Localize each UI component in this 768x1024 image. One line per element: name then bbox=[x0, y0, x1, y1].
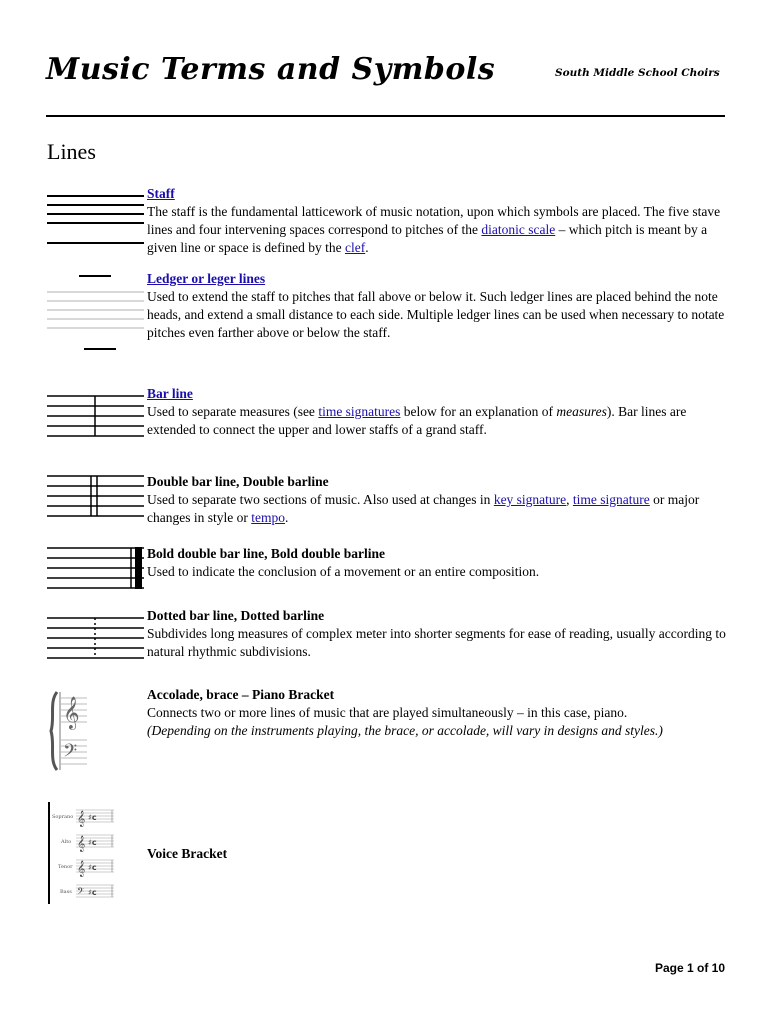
svg-text:♯c: ♯c bbox=[88, 863, 97, 872]
term-link-staff[interactable]: Staff bbox=[147, 186, 175, 201]
bold-double-bar-line-figure bbox=[47, 542, 144, 598]
term-bold-double-bar-line: Bold double bar line, Bold double barline bbox=[147, 546, 385, 561]
link-clef[interactable]: clef bbox=[344, 240, 366, 255]
term-link-bar-line[interactable]: Bar line bbox=[147, 386, 193, 401]
term-voice-bracket: Voice Bracket bbox=[147, 846, 228, 861]
link-time-signatures[interactable]: time signatures bbox=[318, 404, 401, 419]
voice-label-bass: Bass bbox=[60, 889, 72, 895]
link-tempo[interactable]: tempo bbox=[251, 510, 285, 525]
page-title: Music Terms and Symbols bbox=[46, 52, 496, 87]
ledger-lines-figure bbox=[47, 270, 144, 354]
staff-figure bbox=[47, 190, 144, 248]
desc-ledger-lines: Used to extend the staff to pitches that fall above or below it. Such ledger lines are placed behind the note heads, and extend a small distance to each side. Multiple ledger lines can be used when necessary to notate pitches even farther above or below the staff. bbox=[147, 289, 725, 340]
note-accolade: (Depending on the instruments playing, the brace, or accolade, will vary in designs and styles.) bbox=[147, 723, 663, 738]
link-diatonic-scale[interactable]: diatonic scale bbox=[481, 222, 556, 237]
svg-text:𝄞: 𝄞 bbox=[63, 696, 80, 729]
link-time-signature[interactable]: time signature bbox=[572, 492, 650, 507]
svg-text:𝄞: 𝄞 bbox=[77, 811, 86, 827]
entry-voice-bracket bbox=[147, 845, 727, 863]
entry-staff bbox=[147, 185, 727, 257]
desc-bar-line: Used to separate measures (see time signatures below for an explanation of measures). Bar lines are extended to connect the upper and lower staffs of a grand staff. bbox=[147, 404, 687, 437]
term-accolade: Accolade, brace – Piano Bracket bbox=[147, 687, 335, 702]
svg-text:♯c: ♯c bbox=[88, 813, 97, 822]
entry-ledger-lines bbox=[147, 270, 727, 342]
school-name: South Middle School Choirs bbox=[555, 67, 720, 79]
double-bar-line-figure bbox=[47, 470, 144, 526]
desc-double-bar-line: Used to separate two sections of music. Also used at changes in key signature, time signature or major changes in style or tempo. bbox=[147, 492, 700, 525]
svg-text:♯c: ♯c bbox=[88, 888, 97, 897]
svg-text:𝄞: 𝄞 bbox=[77, 861, 86, 877]
header-divider bbox=[46, 115, 725, 117]
bar-line-figure bbox=[47, 390, 144, 446]
desc-staff: The staff is the fundamental latticework of music notation, upon which symbols are placed. The five stave lines and four intervening spaces correspond to pitches of the diatonic scale – which pitch is meant by a given line or space is defined by the clef. bbox=[147, 204, 721, 255]
term-dotted-bar-line: Dotted bar line, Dotted barline bbox=[147, 608, 325, 623]
svg-text:𝄢: 𝄢 bbox=[63, 741, 78, 766]
entry-accolade bbox=[147, 686, 727, 740]
voice-label-tenor: Tenor bbox=[58, 864, 73, 870]
term-double-bar-line: Double bar line, Double barline bbox=[147, 474, 329, 489]
desc-accolade: Connects two or more lines of music that are played simultaneously – in this case, piano. bbox=[147, 705, 628, 720]
dotted-bar-line-figure bbox=[47, 612, 144, 668]
entry-bold-double-bar-line bbox=[147, 545, 727, 581]
section-title: Lines bbox=[47, 139, 96, 164]
desc-dotted-bar-line: Subdivides long measures of complex meter into shorter segments for ease of reading, usually according to natural rhythmic subdivisions. bbox=[147, 626, 726, 659]
svg-text:𝄢: 𝄢 bbox=[77, 886, 85, 899]
voice-label-soprano: Soprano bbox=[52, 814, 74, 820]
voice-label-alto: Alto bbox=[61, 839, 72, 845]
entry-double-bar-line bbox=[147, 473, 727, 527]
piano-brace-figure bbox=[47, 688, 87, 774]
entry-dotted-bar-line bbox=[147, 607, 727, 661]
voice-bracket-figure bbox=[48, 802, 114, 904]
page-number: Page 1 of 10 bbox=[655, 961, 726, 975]
desc-bold-double-bar-line: Used to indicate the conclusion of a movement or an entire composition. bbox=[147, 564, 540, 579]
entry-bar-line bbox=[147, 385, 727, 439]
link-key-signature[interactable]: key signature bbox=[493, 492, 567, 507]
term-link-ledger-lines[interactable]: Ledger or leger lines bbox=[147, 271, 266, 286]
svg-text:♯c: ♯c bbox=[88, 838, 97, 847]
svg-text:𝄞: 𝄞 bbox=[77, 836, 86, 852]
